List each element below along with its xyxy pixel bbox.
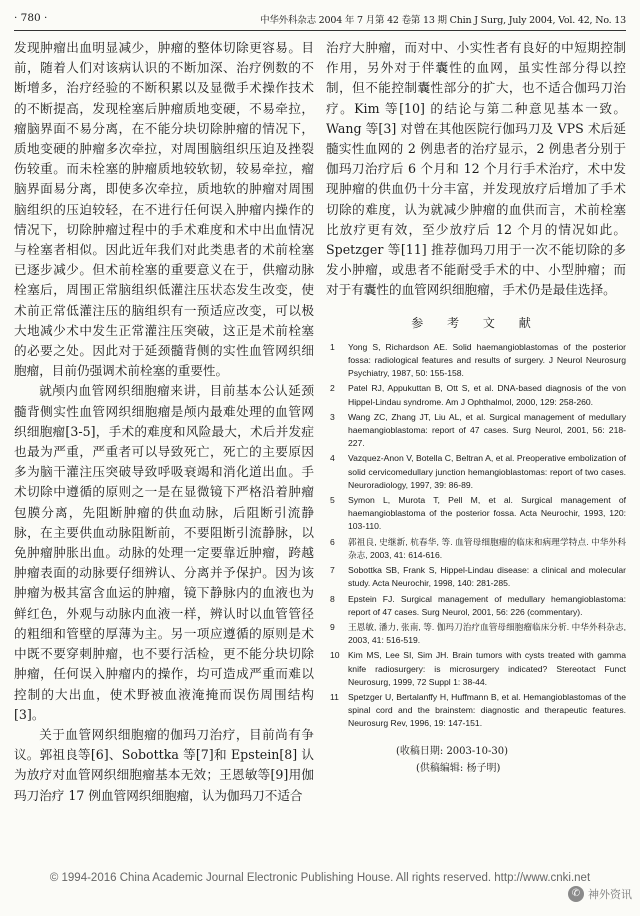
running-header [14,12,626,30]
left-column [14,38,314,878]
wechat-icon: ✆ [568,886,584,902]
reference-item: 9 王恩敏, 潘力, 张南, 等. 伽玛刀治疗血管母细胞瘤临床分析. 中华外科杂志, 2003, 41: 516-519. [330,621,626,646]
reference-item: 7 Sobottka SB, Frank S, Hippel-Lindau disease: a clinical and molecular study. Acta Neurochir, 1998, 140: 281-285. [330,565,626,589]
copyright-footer: © 1994-2016 China Academic Journal Electronic Publishing House. All rights reserved. http://www.cnki.net [49,872,591,884]
watermark [568,886,632,902]
reference-item: 11 Spetzger U, Bertalanffy H, Huffmann B, et al. Hemangioblastomas of the spinal cord and the brainstem: diagnostic and therapeutic features. Neurosurg Rev, 1996, 19: 147-151. [330,691,626,729]
page-number: · 780 · [14,12,48,24]
header-rule [14,30,626,31]
reference-item: 1 Yong S, Richardson AE. Solid haemangioblastomas of the posterior fossa: radiological features and results of surgery. J Neurol Neurosurg Psychiatry, 1987, 50: 155-158. [330,341,626,379]
reference-item: 3 Wang ZC, Zhang JT, Liu AL, et al. Surgical management of medullary haemangioblastoma: report of 47 cases. Surg Neurol, 2001, 56: 218-227. [330,411,626,449]
right-column [326,38,626,776]
paragraph: 发现肿瘤出血明显减少，肿瘤的整体切除更容易。目前，随着人们对该病认识的不断加深、治疗例数的不断增多，治疗经验的不断积累以及显微手术操作技术的不断提高，发现栓塞后肿瘤质地变硬，不易牵拉，瘤脑界面不易分离，在不能分块切除肿瘤的情况下，质地变硬的肿瘤多次牵拉，对周围脑组织压迫及挫裂伤较重。而未栓塞的肿瘤质地较软韧，较易牵拉，瘤脑界面易分离，即使多次牵拉，质地软的肿瘤对周围脑组织的压迫较轻，在不进行任何误入肿瘤内操作的情况下，切除肿瘤过程中的手术难度和术中出血情况与栓塞者相似。因此近年我们对此类患者的术前栓塞已逐步减少。但术前栓塞的重要意义在于，供瘤动脉栓塞后，周围正常脑组织低灌注压状态发生改变，使术前正常低灌注压的脑组织有一预适应改变，可以极大地减少术中发生正常灌注压突破，这正是术前栓塞的必要之处。因此对于延颈髓背侧的实性血管网织细胞瘤，目前仍强调术前栓塞的重要性。 [14,40,314,379]
reference-list [326,341,626,731]
references-heading: 参 考 文 献 [411,315,541,330]
paragraph: 治疗大肿瘤，而对中、小实性者有良好的中短期控制作用，另外对于伴囊性的血网，虽实性部分得以控制，但不能控制囊性部分的扩大，也不适合伽玛刀治疗。Kim 等[10] 的结论与第二种意见基本一致。Wang 等[3] 对曾在其他医院行伽玛刀及 VPS 术后延髓实性血网的 2 例患者的治疗显示，2 例患者分别于伽玛刀治疗后 6 个月和 12 个月行手术治疗，术中发现肿瘤的供血仍十分丰富，并发现放疗后增加了手术切除的难度，认为就减少肿瘤的血供而言，术前栓塞比放疗更有效，至少放疗后 12 个月的情况如此。Spetzger 等[11] 推荐伽玛刀用于一次不能切除的多发小肿瘤，或患者不能耐受手术的中、小型肿瘤；而对于有囊性的血管网织细胞瘤，手术仍是最佳选择。 [326,40,626,298]
received-date: (收稿日期: 2003-10-30) [396,745,509,757]
reference-item: 8 Epstein FJ. Surgical management of medullary hemangioblastoma: report of 47 cases. Surg Neurol, 2001, 56: 226 (commentary). [330,593,626,617]
reference-item: 6 郭祖良, 史继新, 杭春华, 等. 血管母细胞瘤的临床和病理学特点. 中华外科杂志, 2003, 41: 614-616. [330,536,626,560]
watermark-text: 神外资讯 [588,888,632,901]
journal-citation: 中华外科杂志 2004 年 7 月第 42 卷第 13 期 Chin J Surg, July 2004, Vol. 42, No. 13 [260,15,626,26]
paragraph: 关于血管网织细胞瘤的伽玛刀治疗，目前尚有争议。郭祖良等[6]、Sobottka 等[7]和 Epstein[8] 认为放疗对血管网织细胞瘤基本无效；王恩敏等[9]用伽玛刀治疗 17 例血管网织细胞瘤，认为伽玛刀不适合 [14,726,314,803]
reference-item: 5 Symon L, Murota T, Pell M, et al. Surgical management of haemangioblastoma of the posterior fossa. Acta Neurochir, 1993, 120: 103-110. [330,495,626,532]
reference-item: 10 Kim MS, Lee SI, Sim JH. Brain tumors with cysts treated with gamma knife radiosurgery: is microsurgery indicated? Stereotact Funct Neurosurg, 1999, 72 Suppl 1: 38-44. [330,650,626,687]
paragraph: 就颅内血管网织细胞瘤来讲，目前基本公认延颈髓背侧实性血管网织细胞瘤是颅内最难处理的血管网织细胞瘤[3-5]，手术的难度和风险最大，术后并发症也最为严重，严重者可以导致死亡，死亡的主要原因多为脑干灌注压突破导致呼吸衰竭和消化道出血。手术切除中遵循的原则之一是在显微镜下严格沿着肿瘤包膜分离，先阻断肿瘤的供血动脉，后阻断引流静脉，在主要供血动脉阻断前，不要阻断引流静脉，以免肿瘤肿胀出血。动脉的处理一定要靠近肿瘤，跨越肿瘤表面的动脉要仔细辨认、分离并予保护。因为该肿瘤为极其富含血运的肿瘤，镜下静脉内的血液也为鲜红色，外观与动脉内血液一样，辨认时以血管管径的粗细和管壁的厚薄为主。另一项应遵循的原则是术中既不要穿刺肿瘤，也不要行活检，更不能分块切除肿瘤，任何误入肿瘤内的操作，均可造成严重而难以控制的大出血，使术野被血液淹掩而误伤周围结构[3]。 [14,383,314,722]
reference-item: 4 Vazquez-Anon V, Botella C, Beltran A, et al. Preoperative embolization of solid cervicomedullary junction hemangioblastomas: report of two cases. Neuroradiology, 1997, 39: 86-89. [330,453,626,490]
reference-item: 2 Patel RJ, Appukuttan B, Ott S, et al. DNA-based diagnosis of the von Hippel-Lindau syndrome. Am J Ophthalmol, 2000, 129: 258-260. [330,383,626,407]
editor-note: (供稿编辑: 杨子明) [416,762,501,774]
